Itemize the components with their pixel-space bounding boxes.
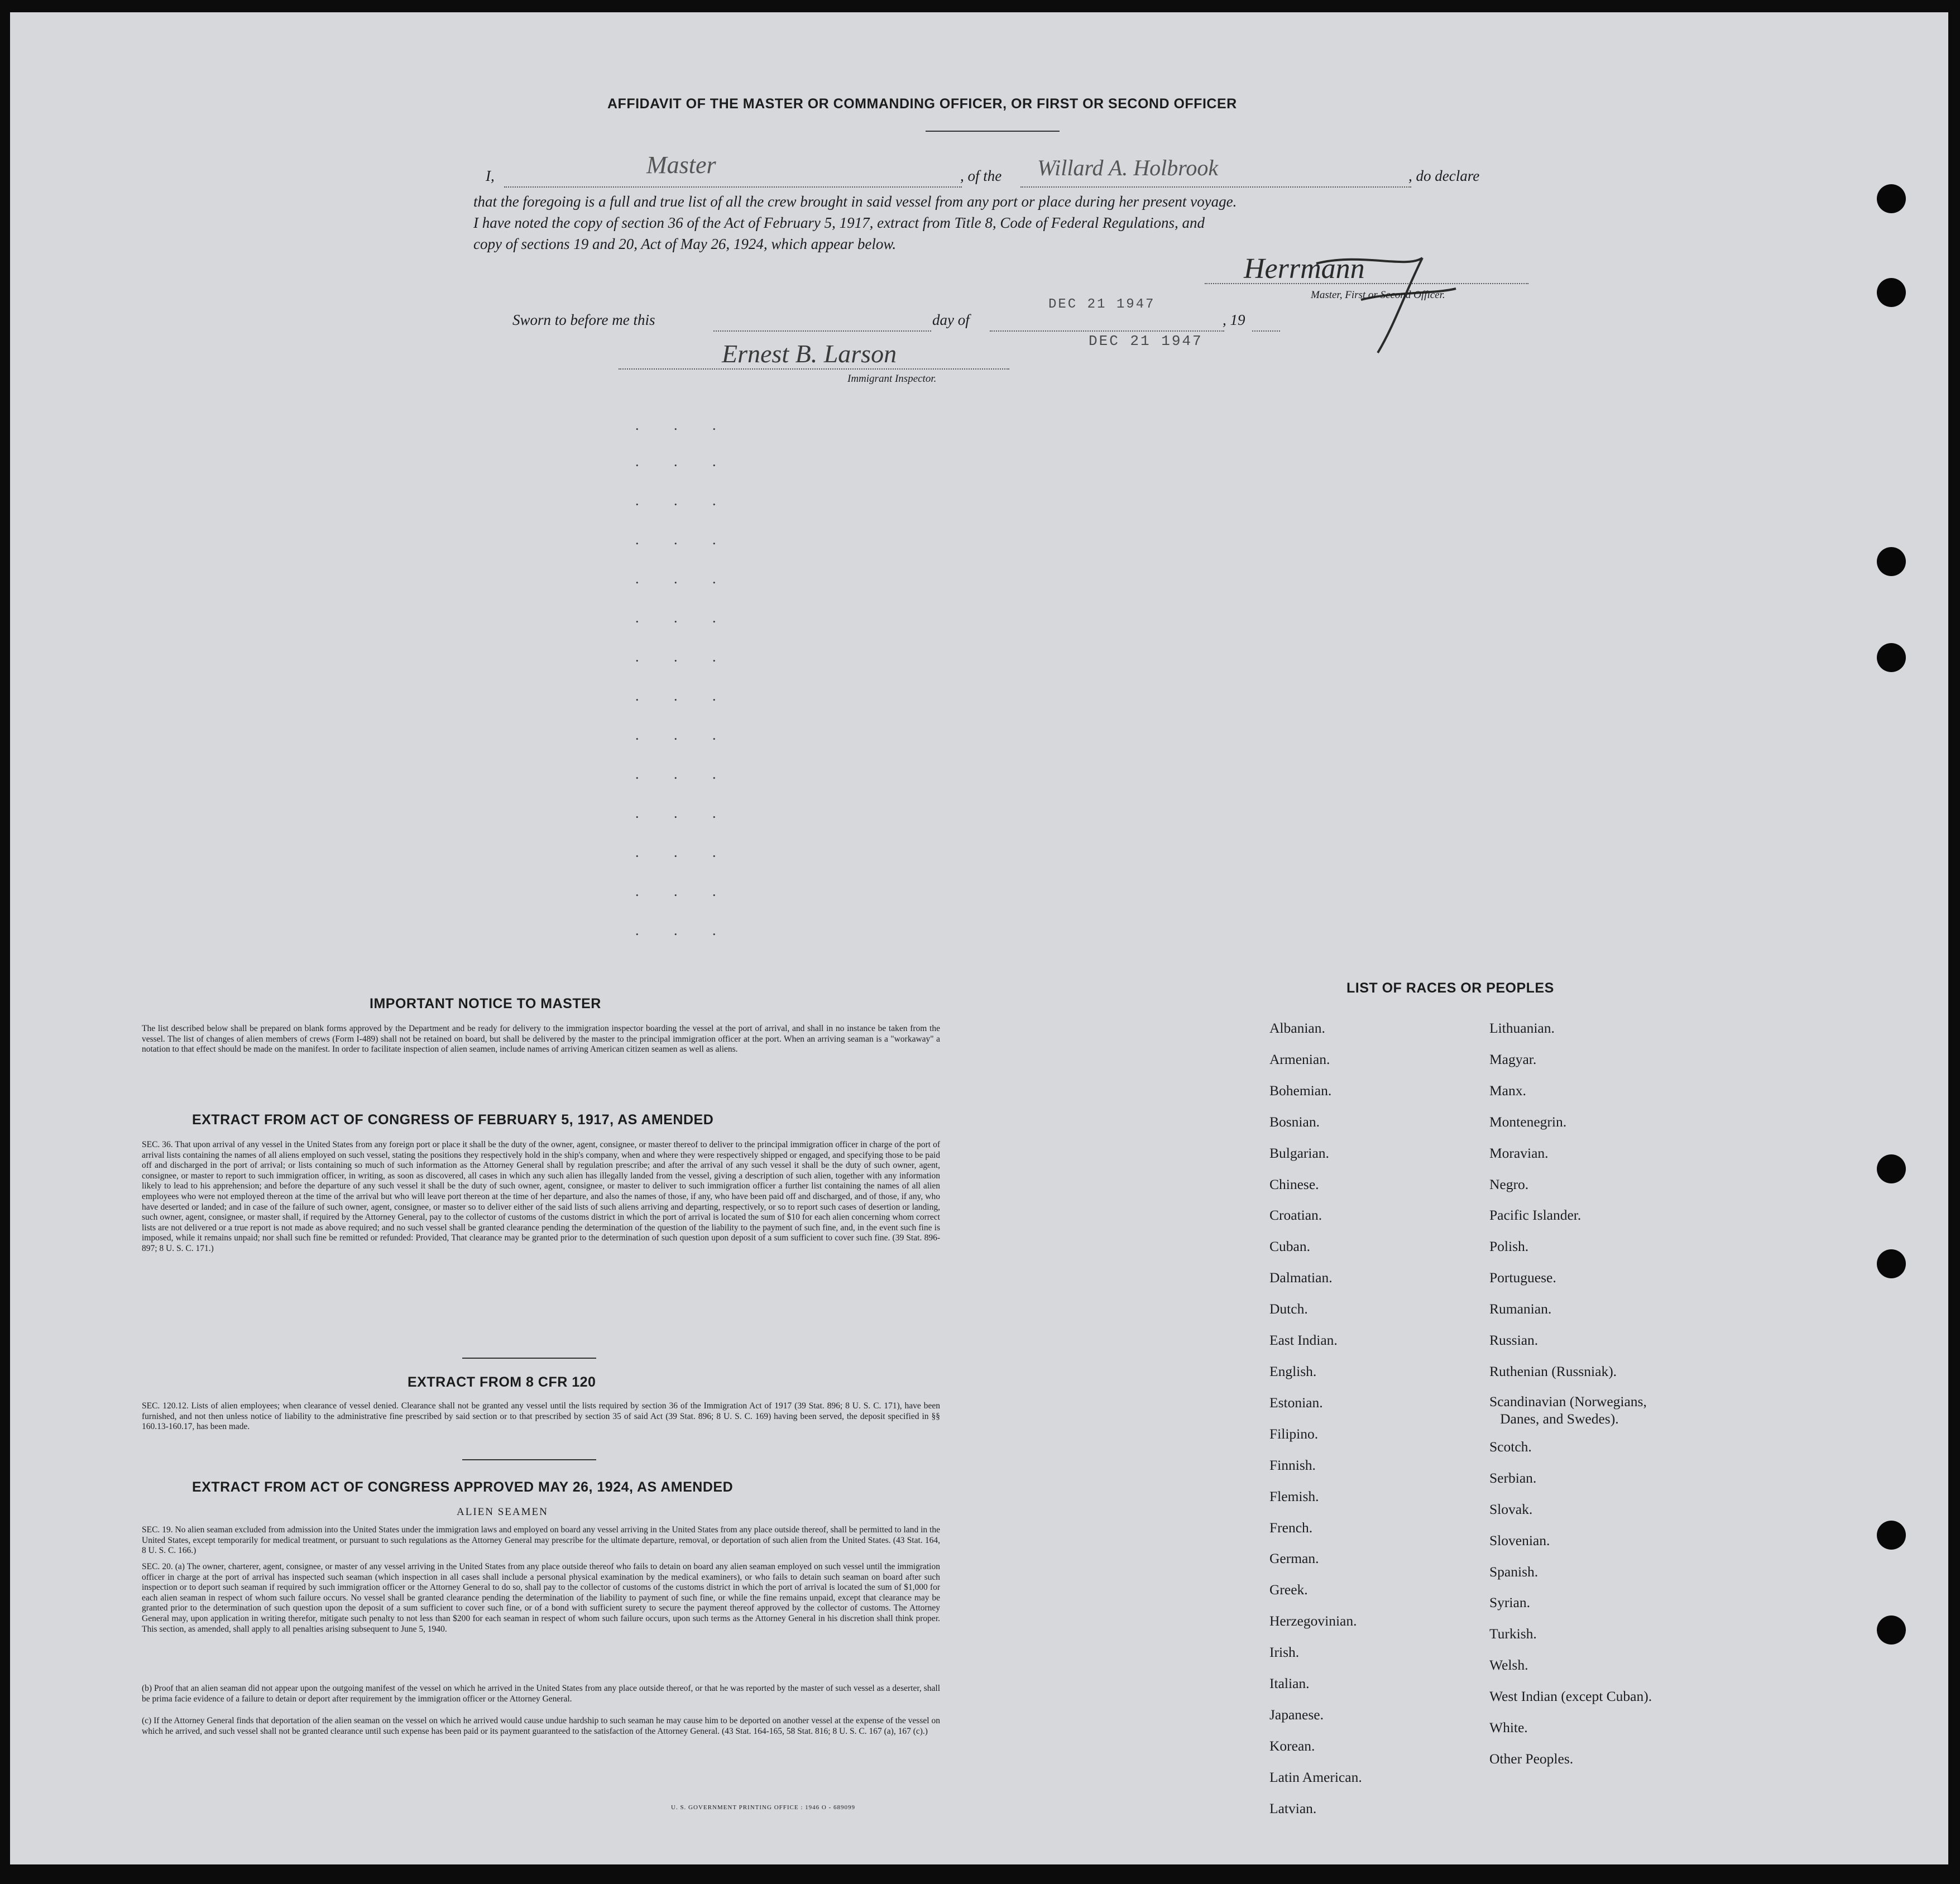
race-item: Montenegrin. <box>1489 1113 1567 1130</box>
race-item: Lithuanian. <box>1489 1020 1555 1036</box>
race-item: Manx. <box>1489 1082 1526 1099</box>
extract-rule <box>462 1459 596 1460</box>
race-item: Scotch. <box>1489 1438 1532 1455</box>
ghost-dots: . . . <box>635 649 732 665</box>
race-item: Rumanian. <box>1489 1301 1552 1317</box>
race-item: Greek. <box>1269 1581 1308 1598</box>
signature-flourish <box>1294 247 1461 358</box>
ghost-dots: . . . <box>635 417 732 433</box>
ghost-dots: . . . <box>635 883 732 899</box>
printing-office-footer: U. S. GOVERNMENT PRINTING OFFICE : 1946 O - 689099 <box>671 1804 856 1811</box>
race-item: Slovak. <box>1489 1501 1533 1517</box>
punch-hole <box>1877 1249 1906 1278</box>
race-item: Dalmatian. <box>1269 1269 1333 1286</box>
of-the-label: , of the <box>960 167 1002 184</box>
race-item: Pacific Islander. <box>1489 1207 1582 1224</box>
race-item: English. <box>1269 1363 1317 1379</box>
race-item: Albanian. <box>1269 1020 1325 1036</box>
race-item: French. <box>1269 1519 1313 1536</box>
extract-rule <box>462 1358 596 1359</box>
race-item: Irish. <box>1269 1644 1300 1661</box>
extract-1924-title: EXTRACT FROM ACT OF CONGRESS APPROVED MAY 26, 1924, AS AMENDED <box>192 1479 734 1495</box>
vessel-line <box>1020 186 1411 188</box>
inspector-signature-line <box>619 368 1009 370</box>
notice-body: The list described below shall be prepared on blank forms approved by the Department and be ready for delivery to the immigration inspector boarding the vessel at the port of arrival, and shall in no instance be taken from the vessel. The list of changes of alien members of crews (Form I-489) shall not be retained on board, but shall be delivered by the master to the principal immigration officer at the port. When an arriving seaman is a "workaway" a notation to that effect should be made on the manifest. In order to facilitate inspection of alien seamen, include names of arriving American citizen seamen as well as aliens. <box>142 1024 940 1054</box>
race-item: Herzegovinian. <box>1269 1613 1357 1629</box>
race-item: Moravian. <box>1489 1144 1549 1161</box>
sworn-month-line <box>990 330 1224 332</box>
sec20b-text: (b) Proof that an alien seaman did not appear upon the outgoing manifest of the vessel on which he arrived in the United States from any place outside thereof, or that he was reported by the master of such vessel as a deserter, shall be prima facie evidence of a failure to detain or deport after requirement by the immigration officer or the Attorney General. <box>142 1684 940 1704</box>
ghost-dots: . . . <box>635 571 732 587</box>
ghost-dots: . . . <box>635 805 732 821</box>
ghost-dots: . . . <box>635 922 732 938</box>
ghost-dots: . . . <box>635 727 732 743</box>
race-item: Finnish. <box>1269 1456 1316 1473</box>
vessel-handwritten: Willard A. Holbrook <box>1037 155 1219 180</box>
race-item: Bosnian. <box>1269 1113 1320 1130</box>
race-item: Chinese. <box>1269 1176 1319 1192</box>
punch-hole <box>1877 1154 1906 1183</box>
ghost-dots: . . . <box>635 492 732 509</box>
affidavit-line4: copy of sections 19 and 20, Act of May 26, 1924, which appear below. <box>473 236 897 252</box>
race-item: East Indian. <box>1269 1332 1338 1349</box>
name-line <box>504 186 962 188</box>
extract-cfr-title: EXTRACT FROM 8 CFR 120 <box>408 1374 596 1390</box>
i-label: I, <box>486 167 495 184</box>
race-item: Bulgarian. <box>1269 1144 1329 1161</box>
race-item: Slovenian. <box>1489 1532 1550 1549</box>
punch-hole <box>1877 184 1906 213</box>
race-item: Cuban. <box>1269 1238 1310 1255</box>
extract-cfr-body: SEC. 120.12. Lists of alien employees; when clearance of vessel denied. Clearance shall not be granted any vessel until the lists required by section 36 of the Immigration Act of 1917 (39 Stat. 896; 8 U. S. C. 171), have been furnished, and not then unless notice of liability to the administrative fine prescribed by said section or to that prescribed by section 35 of said Act (39 Stat. 896; 8 U. S. C. 169) having been served, the deposit specified in §§ 160.13-160.17, has been made. <box>142 1401 940 1432</box>
race-item: Negro. <box>1489 1176 1529 1192</box>
master-handwritten: Master <box>646 151 716 179</box>
sec19-text: SEC. 19. No alien seaman excluded from admission into the United States under the immigration laws and employed on board any vessel arriving in the United States from any place outside thereof, shall be permitted to land in the United States, except temporarily for medical treatment, or pursuant to such regulations as the Attorney General may prescribe for the ultimate departure, removal, or deportation of such alien from the United States. (43 Stat. 164, 8 U. S. C. 166.) <box>142 1525 940 1556</box>
sworn-day-line <box>713 330 931 332</box>
race-item: Polish. <box>1489 1238 1529 1255</box>
inspector-signature: Ernest B. Larson <box>722 339 897 368</box>
ghost-dots: . . . <box>635 610 732 626</box>
sec20c-text: (c) If the Attorney General finds that deportation of the alien seaman on the vessel on which he arrived would cause undue hardship to such seaman he may cause him to be deported on another vessel at the expense of the vessel on which he arrived, and such vessel shall not be granted clearance until such expense has been paid or its payment guaranteed to the satisfaction of the Attorney General. (43 Stat. 164-165, 58 Stat. 816; 8 U. S. C. 167 (a), 167 (c).) <box>142 1716 940 1736</box>
sworn-label: Sworn to before me this <box>512 311 655 328</box>
race-item: Russian. <box>1489 1332 1539 1349</box>
race-item: Ruthenian (Russniak). <box>1489 1363 1617 1379</box>
race-item: Syrian. <box>1489 1594 1530 1611</box>
race-item: Latin American. <box>1269 1768 1362 1785</box>
races-left-column <box>1269 1013 1362 1824</box>
race-item: German. <box>1269 1550 1319 1567</box>
race-item: Croatian. <box>1269 1207 1322 1224</box>
master-signature: Herrmann <box>1244 253 1365 285</box>
ghost-dots: . . . <box>635 453 732 469</box>
affidavit-title: AFFIDAVIT OF THE MASTER OR COMMANDING OFFICER, OR FIRST OR SECOND OFFICER <box>607 96 1237 112</box>
race-item: Filipino. <box>1269 1425 1319 1442</box>
race-item: Serbian. <box>1489 1469 1537 1486</box>
race-item: Latvian. <box>1269 1800 1317 1816</box>
ghost-dots: . . . <box>635 766 732 782</box>
race-item: Scandinavian (Norwegians, Danes, and Swedes). <box>1489 1393 1647 1427</box>
race-item: Dutch. <box>1269 1301 1308 1317</box>
master-label: Master, First or Second Officer. <box>1311 289 1445 301</box>
ghost-dots: . . . <box>635 531 732 548</box>
title-rule <box>926 131 1060 132</box>
races-right-column <box>1489 1013 1652 1775</box>
race-item: Portuguese. <box>1489 1269 1556 1286</box>
extract-1917-body: SEC. 36. That upon arrival of any vessel in the United States from any foreign port or place it shall be the duty of the owner, agent, consignee, or master thereof to deliver to the principal immigration officer in charge of the port of arrival lists containing the names of all aliens employed on such vessel, stating the positions they respectively hold in the ship's company, when and where they were respectively shipped or engaged, and specifying those to be paid off and discharged in the port of arrival; or lists containing so much of such information as the Attorney General shall by regulation prescribe; and after the arrival of any such vessel it shall be the duty of such owner, agent, consignee, or master to report to such immigration officer, in writing, as soon as discovered, all cases in which any such alien has illegally landed from the vessel, giving a description of such alien, together with any information likely to lead to his apprehension; and before the departure of any such vessel it shall be the duty of such owner, agent, consignee, or master to deliver to such immigration officer a further list containing the names of all alien employees who were not employed thereon at the time of the arrival but who will leave port thereon at the time of her departure, and also the names of those, if any, who have been paid off and discharged, and of those, if any, who have deserted or landed; and in case of the failure of such owner, agent, consignee, or master so to deliver either of the said lists of such aliens arriving and departing, respectively, or so to report such cases of desertion or landing, such owner, agent, consignee, or master shall, if required by the Attorney General, pay to the collector of customs of the customs district in which the port of arrival is located the sum of $10 for each alien concerning whom correct lists are not delivered or a true report is not made as above required; and no such vessel shall be granted clearance pending the determination of the question of the liability to the payment of such fine, and, in the event such fine is imposed, while it remains unpaid; nor shall such fine be remitted or refunded: Provided, That clearance may be granted prior to the determination of such question upon deposit of a sum sufficient to cover such fine. (39 Stat. 896-897; 8 U. S. C. 171.) <box>142 1140 940 1253</box>
race-item: Turkish. <box>1489 1626 1537 1642</box>
punch-hole <box>1877 547 1906 576</box>
race-item: Bohemian. <box>1269 1082 1332 1099</box>
alien-seamen-subtitle: ALIEN SEAMEN <box>457 1506 548 1518</box>
race-item: Armenian. <box>1269 1051 1330 1067</box>
extract-1917-title: EXTRACT FROM ACT OF CONGRESS OF FEBRUARY 5, 1917, AS AMENDED <box>192 1112 714 1128</box>
race-item: White. <box>1489 1719 1528 1736</box>
race-item: Korean. <box>1269 1737 1315 1754</box>
ghost-dots: . . . <box>635 844 732 860</box>
race-item: Other Peoples. <box>1489 1750 1574 1767</box>
do-declare-label: , do declare <box>1408 167 1480 184</box>
race-item: West Indian (except Cuban). <box>1489 1688 1652 1705</box>
race-item: Estonian. <box>1269 1394 1323 1411</box>
date-stamp-2: DEC 21 1947 <box>1089 333 1203 349</box>
year-prefix: , 19 <box>1223 311 1245 328</box>
race-item: Spanish. <box>1489 1563 1539 1580</box>
affidavit-line2: that the foregoing is a full and true list of all the crew brought in said vessel from any port or place during her present voyage. <box>473 193 1237 210</box>
race-item: Flemish. <box>1269 1488 1319 1504</box>
punch-hole <box>1877 1615 1906 1645</box>
races-title: LIST OF RACES OR PEOPLES <box>1346 980 1554 996</box>
race-item: Welsh. <box>1489 1657 1528 1674</box>
year-line <box>1252 330 1280 332</box>
sec20a-text: SEC. 20. (a) The owner, charterer, agent, consignee, or master of any vessel arriving in the United States from any place outside thereof who fails to detain on board any alien seaman employed on such vessel until the immigration officer in charge at the port of arrival has inspected such seaman (which inspection in all cases shall include a personal physical examination by the medical examiners), or who fails to detain such seaman on board after such inspection or to deport such seaman if required by such immigration officer or the Attorney General to do so, shall pay to the collector of customs of the customs district in which the port of arrival is located the sum of $1,000 for each alien seaman in respect of whom such failure occurs. No vessel shall be granted clearance pending the determination of the liability to payment of such fine, or while the fine remains unpaid, except that clearance may be granted prior to the determination of such question upon the deposit of a sum sufficient to cover such fine, or of a bond with sufficient surety to secure the payment thereof approved by the collector of customs. The Attorney General may, upon application in writing therefor, mitigate such penalty to not less than $200 for each seaman in respect of whom such failure occurs, upon such terms as the Attorney General in his discretion shall think proper. This section, as amended, shall apply to all penalties arising subsequent to June 5, 1940. <box>142 1562 940 1634</box>
inspector-label: Immigrant Inspector. <box>847 373 937 385</box>
date-stamp-1: DEC 21 1947 <box>1048 297 1156 312</box>
race-item: Japanese. <box>1269 1706 1324 1723</box>
punch-hole <box>1877 278 1906 307</box>
day-of-label: day of <box>932 311 970 328</box>
ghost-dots: . . . <box>635 688 732 704</box>
punch-hole <box>1877 643 1906 672</box>
affidavit-line3: I have noted the copy of section 36 of the Act of February 5, 1917, extract from Title 8, Code of Federal Regulations, and <box>473 214 1205 231</box>
punch-hole <box>1877 1521 1906 1550</box>
race-item: Italian. <box>1269 1675 1310 1692</box>
race-item: Magyar. <box>1489 1051 1537 1067</box>
notice-title: IMPORTANT NOTICE TO MASTER <box>370 996 601 1011</box>
form-sheet <box>10 12 1948 1864</box>
